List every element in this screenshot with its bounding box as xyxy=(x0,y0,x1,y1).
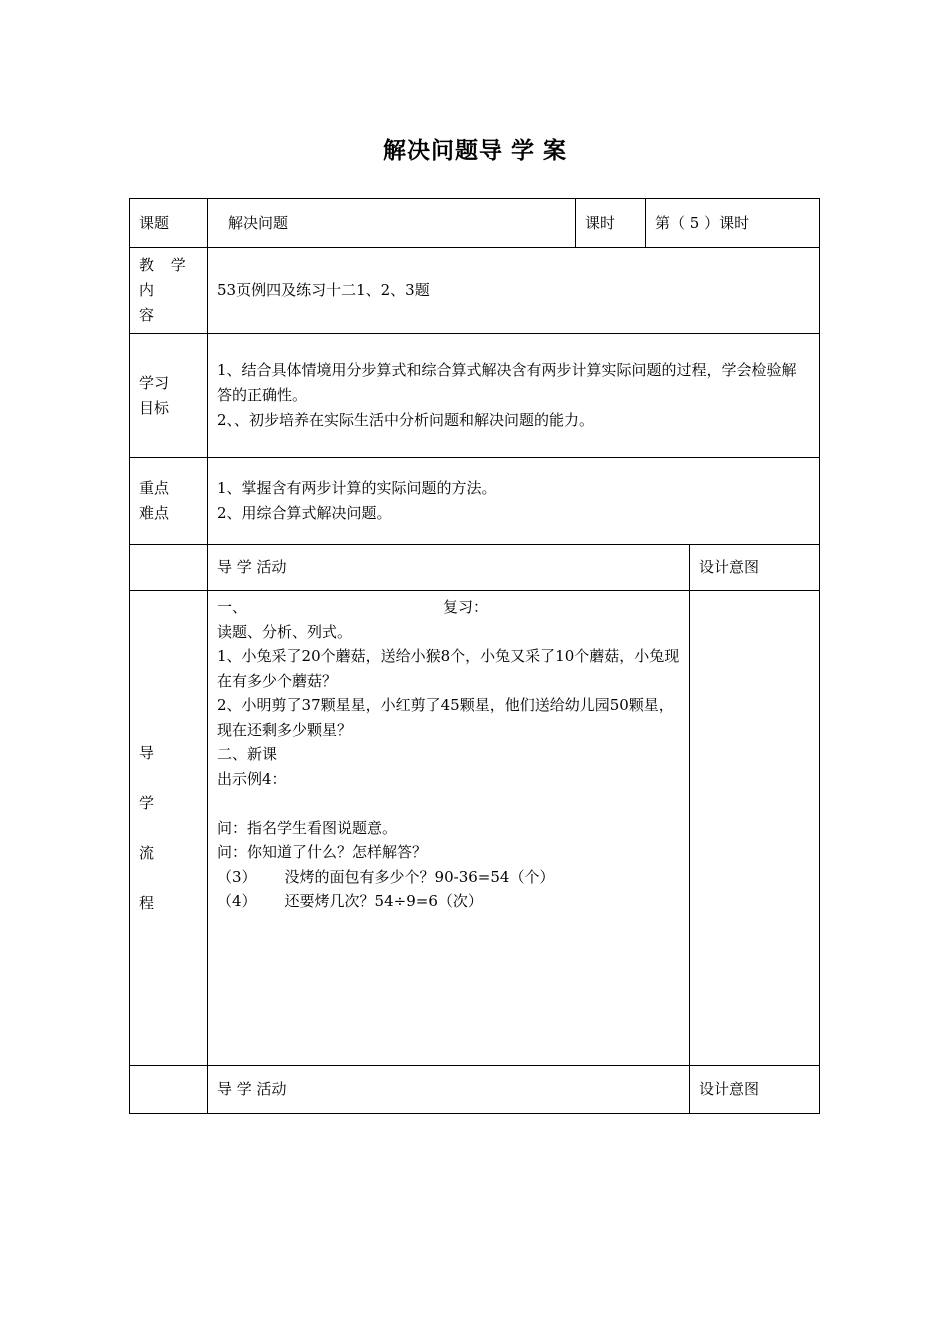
review-heading: 一、 复习： xyxy=(217,598,489,616)
key-item-2: 2、用综合算式解决问题。 xyxy=(217,504,392,522)
row-content xyxy=(130,248,820,334)
key-list xyxy=(208,458,820,545)
goals-label: 学习 目标 xyxy=(130,334,208,458)
goal-item-2: 2、、初步培养在实际生活中分析问题和解决问题的能力。 xyxy=(217,411,595,429)
design-header: 设计意图 xyxy=(690,545,820,591)
flow-line: 出示例4： xyxy=(217,769,287,788)
flow-label-char: 程 xyxy=(139,894,155,912)
flow-label xyxy=(130,591,208,1066)
design-footer: 设计意图 xyxy=(690,1066,820,1114)
row-key-points xyxy=(130,458,820,545)
key-label: 重点 难点 xyxy=(130,458,208,545)
page-title xyxy=(0,132,950,165)
flow-line: 1、小兔采了20个蘑菇，送给小猴8个，小兔又采了10个蘑菇，小兔现在有多少个蘑菇？ xyxy=(217,647,680,690)
design-blank xyxy=(690,591,820,1066)
flow-line: 二、新课 xyxy=(217,745,278,763)
content-label: 教 学 内 容 xyxy=(130,248,208,334)
topic-label: 课题 xyxy=(130,199,208,248)
title-an: 案 xyxy=(543,137,567,164)
row-topic xyxy=(130,199,820,248)
lesson-plan-table xyxy=(129,198,820,1114)
question-line: 问：指名学生看图说题意。 xyxy=(217,818,398,837)
row-goals xyxy=(130,334,820,458)
content-value: 53页例四及练习十二1、2、3题 xyxy=(208,248,820,334)
topic-value: 解决问题 xyxy=(208,199,576,248)
title-xue: 学 xyxy=(511,137,535,164)
row-flow xyxy=(130,591,820,1066)
activity-footer: 导 学 活动 xyxy=(208,1066,690,1114)
flow-content xyxy=(208,591,690,1066)
step-line: （3） 没烤的面包有多少个？90-36=54（个） xyxy=(217,867,555,886)
question-line: 问：你知道了什么？怎样解答？ xyxy=(217,843,428,861)
flow-line: 2、小明剪了37颗星星，小红剪了45颗星，他们送给幼儿园50颗星，现在还剩多少颗星？ xyxy=(217,696,674,739)
title-main: 解决问题导 xyxy=(383,137,503,164)
row-activity-footer xyxy=(130,1066,820,1114)
flow-label-char: 学 xyxy=(139,794,155,812)
row-activity-header xyxy=(130,545,820,591)
flow-label-char: 流 xyxy=(139,844,155,862)
goal-item-1: 1、结合具体情境用分步算式和综合算式解决含有两步计算实际问题的过程，学会检验解答的正确性。 xyxy=(217,361,797,404)
goals-list xyxy=(208,334,820,458)
activity-header-blank xyxy=(130,545,208,591)
step-line: （4） 还要烤几次？54÷9=6（次） xyxy=(217,892,483,910)
keshi-value: 第（ 5 ）课时 xyxy=(646,199,820,248)
activity-footer-blank xyxy=(130,1066,208,1114)
key-item-1: 1、掌握含有两步计算的实际问题的方法。 xyxy=(217,479,497,497)
flow-label-char: 导 xyxy=(139,744,155,762)
flow-line: 读题、分析、列式。 xyxy=(217,622,353,641)
keshi-label: 课时 xyxy=(576,199,646,248)
activity-header: 导 学 活动 xyxy=(208,545,690,591)
